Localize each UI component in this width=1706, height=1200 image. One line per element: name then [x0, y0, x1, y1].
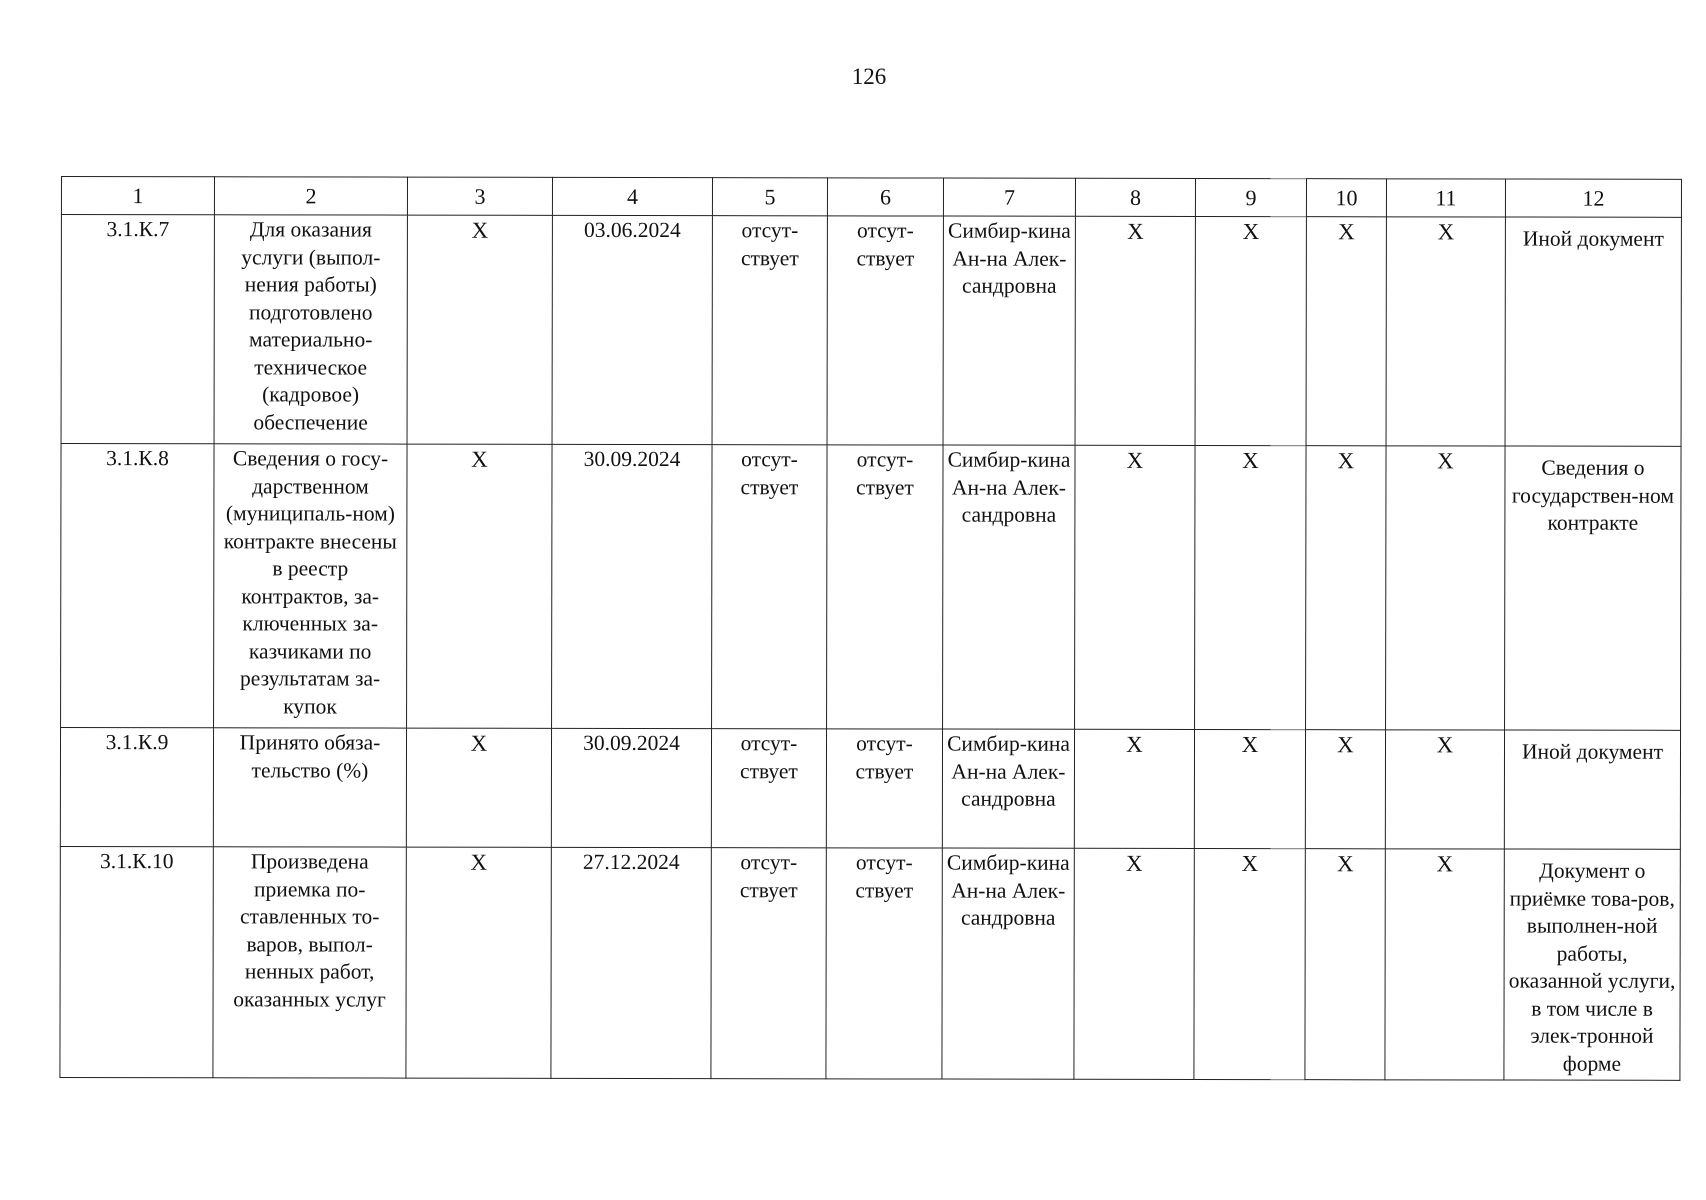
- mark-cell: Х: [1074, 729, 1194, 848]
- checkpoint-event: Принято обяза-тельство (%): [213, 728, 406, 847]
- status-cell: отсут-ствует: [711, 848, 826, 1079]
- mark-cell: Х: [1195, 445, 1306, 729]
- responsible-person: Симбир-кина Ан-на Алек-сандровна: [942, 729, 1074, 848]
- document-type: Сведения о государствен-ном контракте: [1505, 446, 1681, 730]
- page-number: 126: [851, 64, 887, 89]
- responsible-person: Симбир-кина Ан-на Алек-сандровна: [943, 216, 1075, 445]
- header-cell: 8: [1075, 178, 1195, 216]
- mark-cell: Х: [1386, 446, 1505, 730]
- mark-cell: Х: [1194, 848, 1305, 1079]
- mark-cell: Х: [1075, 216, 1195, 445]
- mark-cell: Х: [1075, 445, 1195, 729]
- mark-cell: Х: [1074, 848, 1194, 1079]
- checkpoint-event: Произведена приемка по-ставленных то-варов, выпол-ненных работ, оказанных услуг: [213, 847, 406, 1078]
- deadline-date: 27.12.2024: [551, 847, 711, 1078]
- checkpoint-code: 3.1.К.10: [60, 846, 213, 1077]
- header-cell: 3: [407, 177, 552, 215]
- checkpoint-event: Для оказания услуги (выпол-нения работы) подготовлено материально-техническое (кадровое) обеспечение: [214, 215, 407, 444]
- mark-cell: Х: [407, 444, 552, 728]
- mark-cell: Х: [406, 728, 551, 847]
- table-row: [60, 728, 1680, 850]
- table-row: [60, 846, 1680, 1080]
- status-cell: отсут-ствует: [826, 729, 942, 848]
- mark-cell: Х: [406, 847, 551, 1078]
- mark-cell: Х: [1385, 849, 1504, 1080]
- document-type: Иной документ: [1505, 217, 1681, 446]
- responsible-person: Симбир-кина Ан-на Алек-сандровна: [943, 445, 1075, 729]
- status-cell: отсут-ствует: [712, 445, 827, 729]
- checkpoint-code: 3.1.К.9: [60, 728, 213, 847]
- checkpoint-code: 3.1.К.8: [61, 444, 214, 728]
- mark-cell: Х: [1385, 730, 1504, 849]
- document-sheet: [59, 176, 1681, 1081]
- register-table: [59, 176, 1682, 1081]
- document-type: Иной документ: [1504, 730, 1680, 849]
- header-cell: 5: [712, 178, 827, 216]
- mark-cell: Х: [1386, 217, 1505, 446]
- header-cell: 1: [61, 177, 214, 215]
- header-cell: 11: [1386, 179, 1505, 217]
- mark-cell: Х: [407, 215, 552, 444]
- header-cell: 6: [827, 178, 943, 216]
- status-cell: отсут-ствует: [712, 216, 827, 445]
- table-row: [61, 444, 1681, 731]
- table-header-row: [61, 177, 1681, 218]
- checkpoint-event: Сведения о госу-дарственном (муниципаль-ном) контракте внесены в реестр контрактов, за-ключенных за-казчиками по результатам за-купок: [214, 444, 407, 728]
- mark-cell: Х: [1195, 216, 1306, 445]
- deadline-date: 30.09.2024: [552, 444, 712, 728]
- header-cell: 12: [1505, 179, 1681, 217]
- status-cell: отсут-ствует: [826, 848, 942, 1079]
- status-cell: отсут-ствует: [827, 445, 943, 729]
- mark-cell: Х: [1306, 217, 1386, 446]
- deadline-date: 03.06.2024: [552, 215, 712, 444]
- header-cell: 10: [1306, 179, 1386, 217]
- mark-cell: Х: [1305, 849, 1385, 1080]
- mark-cell: Х: [1194, 729, 1305, 848]
- checkpoint-code: 3.1.К.7: [61, 215, 214, 444]
- deadline-date: 30.09.2024: [551, 728, 711, 847]
- mark-cell: Х: [1305, 730, 1385, 849]
- status-cell: отсут-ствует: [711, 729, 826, 848]
- header-cell: 9: [1195, 178, 1306, 216]
- mark-cell: Х: [1306, 446, 1386, 730]
- responsible-person: Симбир-кина Ан-на Алек-сандровна: [942, 848, 1074, 1079]
- header-cell: 2: [214, 177, 407, 215]
- table-row: [61, 215, 1681, 447]
- status-cell: отсут-ствует: [827, 216, 943, 445]
- document-type: Документ о приёмке това-ров, выполнен-ной работы, оказанной услуги, в том числе в элек-тронной форме: [1504, 849, 1680, 1080]
- header-cell: 7: [943, 178, 1075, 216]
- header-cell: 4: [552, 177, 712, 215]
